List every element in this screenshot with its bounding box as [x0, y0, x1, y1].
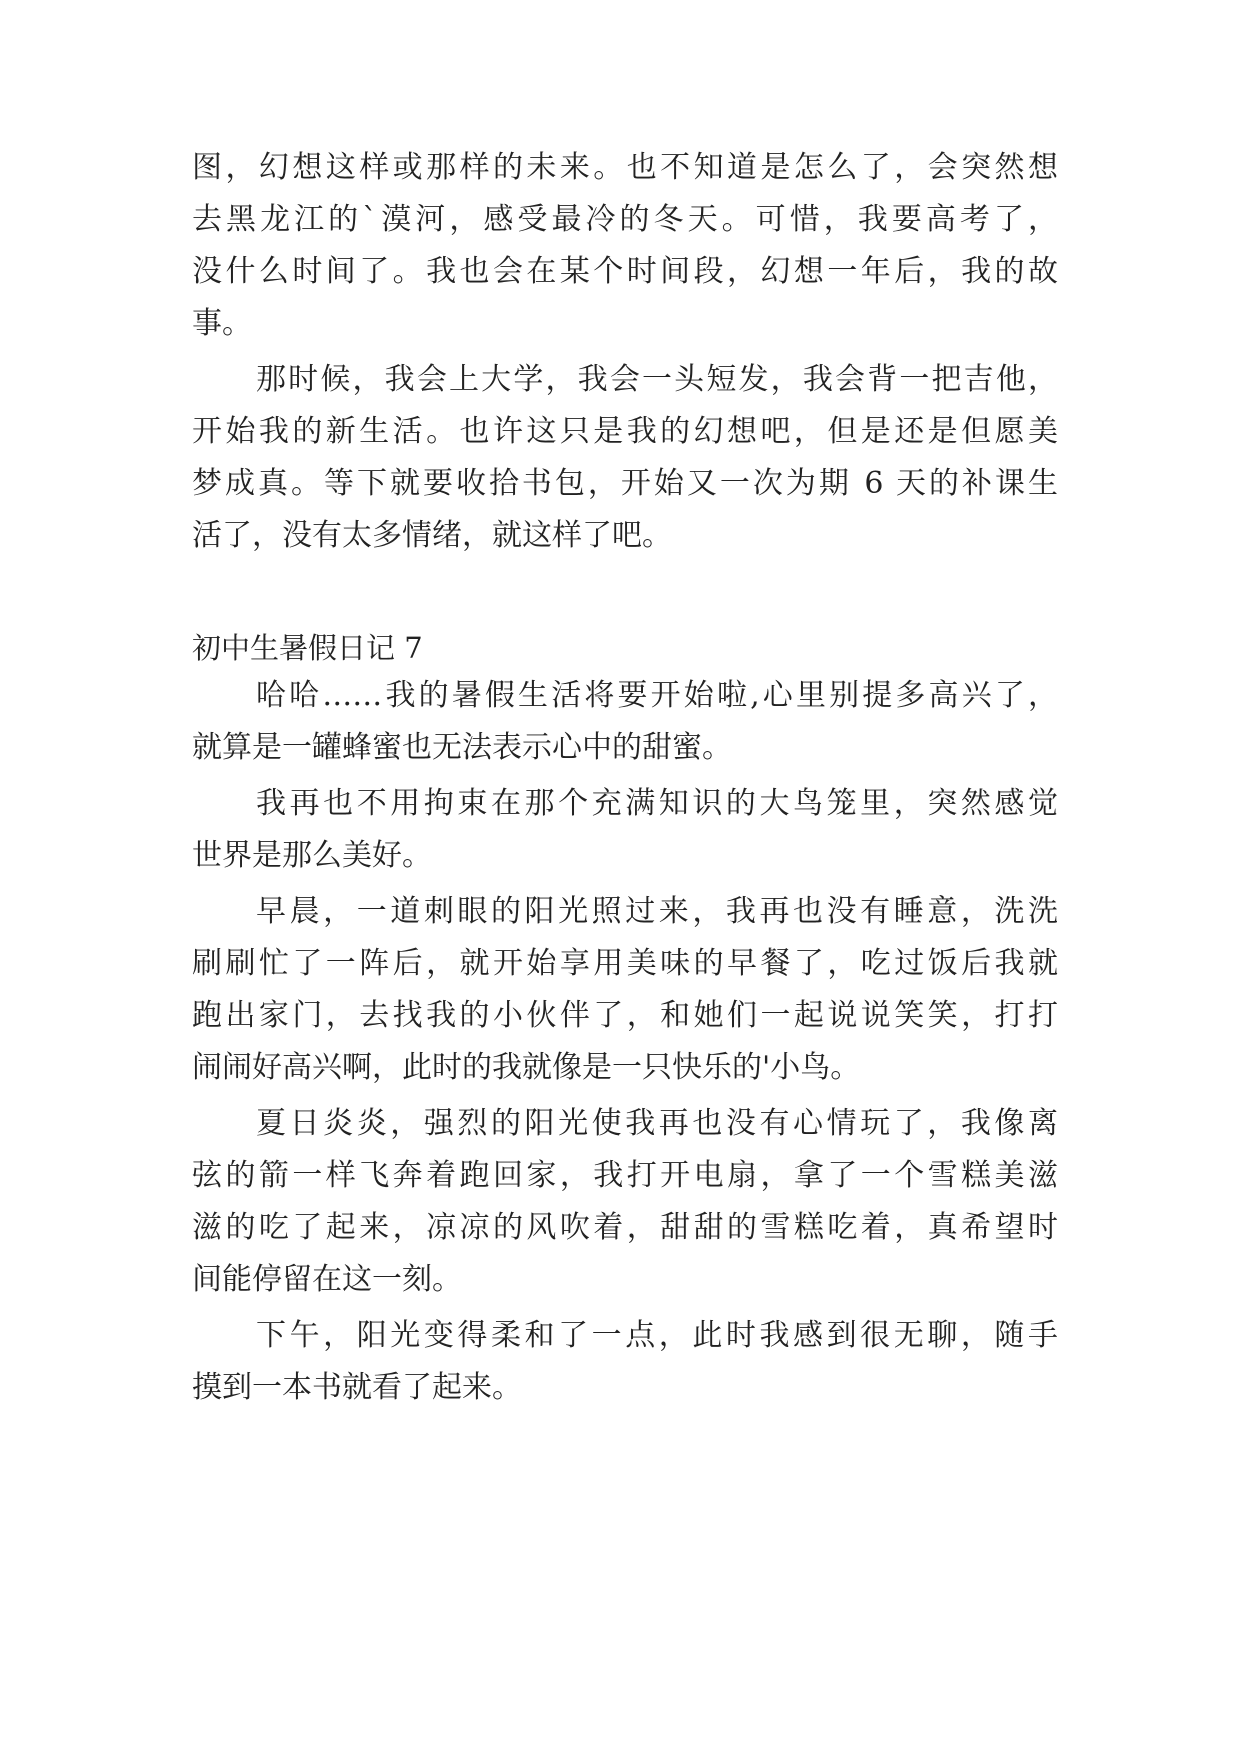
- paragraph-2-line-4: 活了，没有太多情绪，就这样了吧。: [192, 518, 672, 553]
- paragraph-6-line-1: 夏日炎炎，强烈的阳光使我再也没有心情玩了，我像离: [256, 1106, 1058, 1141]
- paragraph-7-line-2: 摸到一本书就看了起来。: [192, 1370, 522, 1405]
- paragraph-3-line-2: 就算是一罐蜂蜜也无法表示心中的甜蜜。: [192, 730, 732, 765]
- paragraph-4-line-1: 我再也不用拘束在那个充满知识的大鸟笼里，突然感觉: [256, 786, 1058, 821]
- paragraph-4-line-2: 世界是那么美好。: [192, 838, 432, 873]
- paragraph-6-line-4: 间能停留在这一刻。: [192, 1262, 462, 1297]
- paragraph-2-line-3: 梦成真。等下就要收拾书包，开始又一次为期 6 天的补课生: [192, 466, 1058, 501]
- paragraph-5-line-2: 刷刷忙了一阵后，就开始享用美味的早餐了，吃过饭后我就: [192, 946, 1058, 981]
- paragraph-6-line-2: 弦的箭一样飞奔着跑回家，我打开电扇，拿了一个雪糕美滋: [192, 1158, 1058, 1193]
- paragraph-5-line-1: 早晨，一道刺眼的阳光照过来，我再也没有睡意，洗洗: [256, 894, 1058, 929]
- paragraph-1-line-2: 去黑龙江的`漠河，感受最冷的冬天。可惜，我要高考了，: [192, 202, 1058, 237]
- paragraph-7-line-1: 下午，阳光变得柔和了一点，此时我感到很无聊，随手: [256, 1318, 1058, 1353]
- paragraph-6-line-3: 滋的吃了起来，凉凉的风吹着，甜甜的雪糕吃着，真希望时: [192, 1210, 1058, 1245]
- paragraph-2-line-2: 开始我的新生活。也许这只是我的幻想吧，但是还是但愿美: [192, 414, 1058, 449]
- paragraph-5-line-4: 闹闹好高兴啊，此时的我就像是一只快乐的'小鸟。: [192, 1050, 861, 1085]
- paragraph-2-line-1: 那时候，我会上大学，我会一头短发，我会背一把吉他，: [256, 362, 1058, 397]
- paragraph-1-line-3: 没什么时间了。我也会在某个时间段，幻想一年后，我的故: [192, 254, 1058, 289]
- paragraph-1-line-4: 事。: [192, 306, 252, 341]
- paragraph-5-line-3: 跑出家门，去找我的小伙伴了，和她们一起说说笑笑，打打: [192, 998, 1058, 1033]
- section-heading: 初中生暑假日记 7: [192, 631, 423, 665]
- paragraph-1-line-1: 图，幻想这样或那样的未来。也不知道是怎么了，会突然想: [192, 150, 1058, 185]
- paragraph-3-line-1: 哈哈……我的暑假生活将要开始啦,心里别提多高兴了，: [256, 678, 1058, 713]
